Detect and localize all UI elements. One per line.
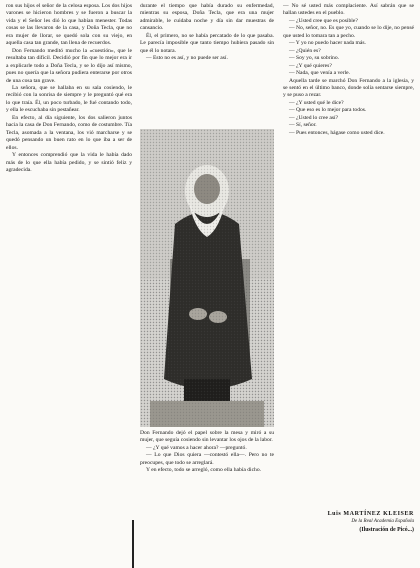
paragraph: Don Fernando meditó mucho la «cuestión», que le resultaba tan difícil. Decidió por fin que lo mejor era ir a explicarle todo a Doña Tecla, y se lo dijo así mismo, pues no quería que la señora pudiera enterarse por otros de una cosa tan grave.	[6, 47, 132, 84]
paragraph: durante el tiempo que había durado su enfermedad, mientras su esposa, Doña Tecla, que era una mujer admirable, le cuidaba noche y día sin dar muestras de cansancio.	[140, 3, 274, 32]
paragraph: Y entonces comprendió que la vida le había dado más de lo que ella había pedido, y se sintió feliz y agradecida.	[6, 152, 132, 173]
paragraph: — No, señor, no. Es que yo, cuando se lo dije, no pensé que usted lo tomara tan a pecho.	[283, 25, 414, 39]
paragraph: — ¿Y usted qué le dice?	[289, 99, 344, 106]
paragraph: — ¿Usted cree que es posible?	[289, 17, 358, 24]
seated-figure-image	[140, 129, 274, 427]
paragraph: — Esto no es así, y no puede ser así.	[146, 55, 228, 62]
paragraph: En efecto, al día siguiente, los dos salieron juntos hacia la casa de Don Fernando, como de costumbre. Tía Tecla, asomada a la ventana, los vió marcharse y se quedó pensando un buen rato en lo que iba a ser de ellos.	[6, 114, 132, 151]
article-column-left	[6, 3, 132, 565]
paragraph: Don Fernando dejó el papel sobre la mesa y miró a su mujer, que seguía cosiendo sin levantar los ojos de la labor.	[140, 430, 274, 444]
column-divider	[132, 520, 134, 568]
paragraph: Aquella tarde se marchó Don Fernando a la iglesia, y se sentó en el último banco, donde solía sentarse siempre, y se puso a rezar.	[283, 77, 414, 99]
paragraph: — Pues entonces, hágase como usted dice.	[289, 129, 385, 136]
paragraph: — Sí, señor.	[289, 122, 317, 129]
paragraph: — Nada, que venía a verle.	[289, 70, 351, 77]
article-column-middle-bottom	[140, 430, 274, 565]
paragraph: — Lo que Dios quiera —contestó ella—. Pero no te preocupes, que todo se arreglará.	[140, 452, 274, 466]
author-name: Luis MARTÍNEZ KLEISER	[327, 511, 414, 517]
paragraph: — ¿Quién es?	[289, 47, 321, 54]
paragraph: — ¿Usted lo cree así?	[289, 114, 339, 121]
article-column-middle-top	[140, 3, 274, 127]
paragraph: — ¿Y qué quieres?	[289, 62, 332, 69]
paragraph: ron sus hijos el señor de la celosa esposa. Los dos hijos varones se hicieron hombres y se fueron a buscar la vida y el Señor les dió lo que habían menester. Todas cosas se las llevaron de la casa, y Doña Tecla, que no era mujer de llorar, se quedó sola con su viejo, en aquella casa tan grande, tan llena de recuerdos.	[6, 3, 132, 47]
paragraph: — Que eso es lo mejor para todos.	[289, 107, 367, 114]
article-column-right	[283, 3, 414, 508]
illustration-credit: (Ilustración de Picó...)	[359, 527, 414, 533]
paragraph: La señora, que se hallaba en su sala cosiendo, le recibió con la sonrisa de siempre y le preguntó qué era lo que traía. Él, un poco turbado, le fué contando todo, y ella le escuchaba sin pestañear.	[6, 84, 132, 114]
author-credit: De la Real Academia Española	[351, 519, 414, 524]
paragraph: — ¿Y qué vamos a hacer ahora? —preguntó.	[146, 444, 247, 451]
article-byline	[283, 510, 414, 534]
paragraph: Él, el primero, no se había percatado de lo que pasaba. Le parecía imposible que tanto tiempo hubiera pasado sin que él lo notara.	[140, 32, 274, 54]
paragraph: — Soy yo, su sobrino.	[289, 55, 340, 62]
paragraph: — Y yo no puedo hacer nada más.	[289, 40, 366, 47]
paragraph: Y en efecto, todo se arregló, como ella había dicho.	[146, 467, 262, 474]
paragraph: — No sé usted más complaciente. Así sabrán que se hallan ustedes en el pueblo.	[283, 3, 414, 17]
article-illustration	[140, 129, 274, 427]
